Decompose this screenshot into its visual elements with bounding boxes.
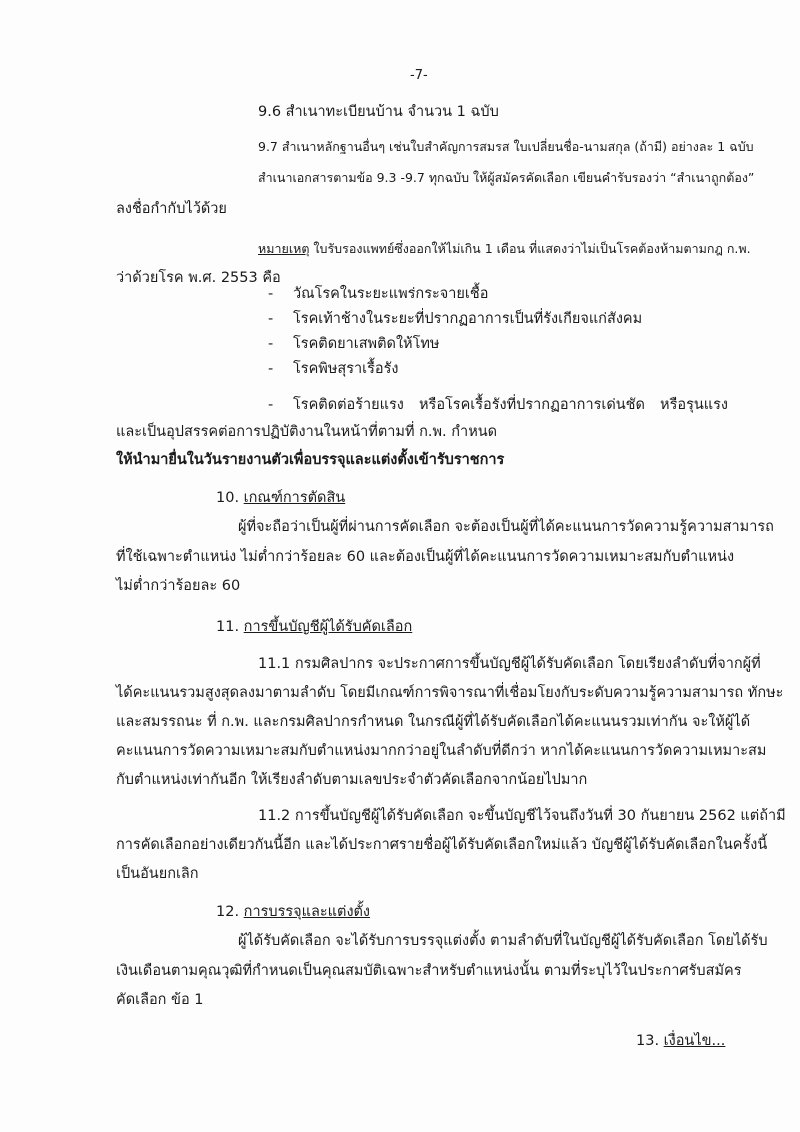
disease-continuation: และเป็นอุปสรรคต่อการปฏิบัติงานในหน้าที่ตามที่ ก.พ. กำหนด <box>116 424 498 440</box>
page-number: -7- <box>410 68 428 83</box>
section-11-1-line-1: 11.1 กรมศิลปากร จะประกาศการขึ้นบัญชีผู้ได้รับคัดเลือก โดยเรียงลำดับที่จากผู้ที่ <box>258 656 761 672</box>
section-11-number: 11. <box>216 619 244 635</box>
item-9-6: 9.6 สำเนาทะเบียนบ้าน จำนวน 1 ฉบับ <box>258 104 499 120</box>
submission-notice: ให้นำมายื่นในวันรายงานตัวเพื่อบรรจุและแต่งตั้งเข้ารับราชการ <box>116 452 505 468</box>
disease-dash-5: - <box>268 397 274 413</box>
disease-item-4: โรคพิษสุราเรื้อรัง <box>293 361 399 377</box>
disease-item-3: โรคติดยาเสพติดให้โทษ <box>293 336 440 352</box>
section-10-line-2: ที่ใช้เฉพาะตำแหน่ง ไม่ต่ำกว่าร้อยละ 60 และต้องเป็นผู้ที่ได้คะแนนการวัดความเหมาะสมกับตำแหน่ง <box>116 549 735 565</box>
section-10-line-3: ไม่ต่ำกว่าร้อยละ 60 <box>116 578 241 594</box>
disease-dash-2: - <box>268 311 274 327</box>
section-11-1-line-4: คะแนนการวัดความเหมาะสมกับตำแหน่งมากกว่าอยู่ในลำดับที่ดีกว่า หากได้คะแนนการวัดความเหมาะสม <box>116 743 767 759</box>
section-11-1-line-3: และสมรรถนะ ที่ ก.พ. และกรมศิลปากรกำหนด ในกรณีผู้ที่ได้รับคัดเลือกได้คะแนนรวมเท่ากัน จะให้ผู้ได้ <box>116 714 751 730</box>
disease-dash-4: - <box>268 361 274 377</box>
certify-line-2: ลงชื่อกำกับไว้ด้วย <box>116 201 227 217</box>
section-11-2-line-3: เป็นอันยกเลิก <box>116 866 199 882</box>
continuation-marker <box>636 1031 725 1051</box>
note-line-2: ว่าด้วยโรค พ.ศ. 2553 คือ <box>116 270 281 286</box>
disease-item-2: โรคเท้าช้างในระยะที่ปรากฏอาการเป็นที่รังเกียจแก่สังคม <box>293 311 643 327</box>
section-12-line-3: คัดเลือก ข้อ 1 <box>116 992 204 1008</box>
section-12-number: 12. <box>216 904 244 920</box>
section-11-heading <box>216 617 412 637</box>
section-12-title: การบรรจุและแต่งตั้ง <box>243 904 371 920</box>
section-10-title: เกณฑ์การตัดสิน <box>243 490 346 506</box>
section-11-1-line-5: กับตำแหน่งเท่ากันอีก ให้เรียงลำดับตามเลขประจำตัวคัดเลือกจากน้อยไปมาก <box>116 772 588 788</box>
continuation-number: 13. <box>636 1033 664 1049</box>
section-11-title: การขึ้นบัญชีผู้ได้รับคัดเลือก <box>243 619 413 635</box>
note-label: หมายเหตุ <box>258 241 310 256</box>
note-line-1 <box>258 239 751 259</box>
section-11-2-line-1: 11.2 การขึ้นบัญชีผู้ได้รับคัดเลือก จะขึ้นบัญชีไว้จนถึงวันที่ 30 กันยายน 2562 แต่ถ้ามี <box>258 808 786 824</box>
item-9-7: 9.7 สำเนาหลักฐานอื่นๆ เช่นใบสำคัญการสมรส ใบเปลี่ยนชื่อ-นามสกุล (ถ้ามี) อย่างละ 1 ฉบับ <box>258 139 754 154</box>
certify-line-1: สำเนาเอกสารตามข้อ 9.3 -9.7 ทุกฉบับ ให้ผู้สมัครคัดเลือก เขียนคำรับรองว่า “สำเนาถูกต้อง” <box>258 170 755 185</box>
continuation-text: เงื่อนไข... <box>663 1033 726 1049</box>
section-11-1-line-2: ได้คะแนนรวมสูงสุดลงมาตามลำดับ โดยมีเกณฑ์การพิจารณาที่เชื่อมโยงกับระดับความรู้ความสามารถ ทักษะ <box>116 685 784 701</box>
section-10-heading <box>216 488 345 508</box>
disease-dash-1: - <box>268 286 274 302</box>
note-text-1: ใบรับรองแพทย์ซึ่งออกให้ไม่เกิน 1 เดือน ที่แสดงว่าไม่เป็นโรคต้องห้ามตามกฎ ก.พ. <box>309 241 751 256</box>
section-12-heading <box>216 902 370 922</box>
section-12-line-1: ผู้ได้รับคัดเลือก จะได้รับการบรรจุแต่งตั้ง ตามลำดับที่ในบัญชีผู้ได้รับคัดเลือก โดยได้รับ <box>238 933 768 949</box>
disease-item-5: โรคติดต่อร้ายแรง หรือโรคเรื้อรังที่ปรากฏอาการเด่นชัด หรือรุนแรง <box>293 397 728 413</box>
section-12-line-2: เงินเดือนตามคุณวุฒิที่กำหนดเป็นคุณสมบัติเฉพาะสำหรับตำแหน่งนั้น ตามที่ระบุไว้ในประกาศรับสมัคร <box>116 963 742 979</box>
disease-item-1: วัณโรคในระยะแพร่กระจายเชื้อ <box>293 286 489 302</box>
section-11-2-line-2: การคัดเลือกอย่างเดียวกันนี้อีก และได้ประกาศรายชื่อผู้ได้รับคัดเลือกใหม่แล้ว บัญชีผู้ได้รับคัดเลือกในครั้งนี้ <box>116 837 768 853</box>
section-10-line-1: ผู้ที่จะถือว่าเป็นผู้ที่ผ่านการคัดเลือก จะต้องเป็นผู้ที่ได้คะแนนการวัดความรู้ความสามารถ <box>238 519 774 535</box>
disease-dash-3: - <box>268 336 274 352</box>
section-10-number: 10. <box>216 490 244 506</box>
